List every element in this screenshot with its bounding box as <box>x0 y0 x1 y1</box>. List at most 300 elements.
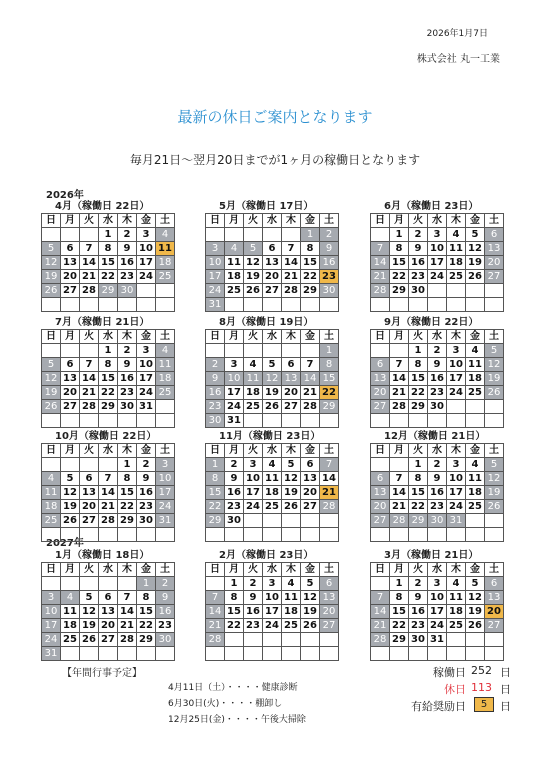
day-cell: 17 <box>206 270 225 284</box>
month-title: 4月（稼働日 22日） <box>55 201 150 212</box>
month-title: 6月（稼働日 23日） <box>384 201 479 212</box>
day-cell <box>447 400 466 414</box>
month-title: 10月（稼働日 22日） <box>55 431 157 442</box>
day-cell <box>61 228 80 242</box>
day-cell: 27 <box>485 619 504 633</box>
day-cell <box>390 647 409 661</box>
day-cell: 2 <box>156 577 175 591</box>
day-cell: 29 <box>390 284 409 298</box>
month-calendar <box>370 430 501 542</box>
day-cell: 19 <box>80 619 99 633</box>
day-cell: 20 <box>371 386 390 400</box>
day-cell <box>282 414 301 428</box>
day-cell: 28 <box>282 284 301 298</box>
day-cell: 20 <box>80 500 99 514</box>
month-calendar <box>370 316 501 428</box>
weekday-header: 土 <box>320 444 339 458</box>
day-cell: 23 <box>225 500 244 514</box>
weekday-header: 水 <box>99 214 118 228</box>
day-cell: 25 <box>225 284 244 298</box>
day-cell: 24 <box>156 500 175 514</box>
day-cell: 22 <box>225 619 244 633</box>
day-cell <box>485 647 504 661</box>
day-cell: 23 <box>320 270 339 284</box>
weekday-header: 月 <box>390 563 409 577</box>
day-cell: 2 <box>244 577 263 591</box>
day-cell: 21 <box>371 270 390 284</box>
day-cell: 30 <box>206 414 225 428</box>
day-cell <box>225 344 244 358</box>
day-cell: 3 <box>428 228 447 242</box>
day-cell <box>301 647 320 661</box>
weekday-header: 月 <box>225 563 244 577</box>
weekday-header: 金 <box>301 214 320 228</box>
day-cell: 20 <box>263 270 282 284</box>
day-cell: 8 <box>409 472 428 486</box>
day-cell: 6 <box>485 228 504 242</box>
day-cell <box>99 458 118 472</box>
day-cell <box>244 514 263 528</box>
day-cell: 16 <box>320 256 339 270</box>
day-cell <box>282 228 301 242</box>
day-cell: 3 <box>428 577 447 591</box>
day-cell: 28 <box>80 400 99 414</box>
day-cell: 24 <box>137 386 156 400</box>
day-cell: 11 <box>447 591 466 605</box>
day-cell: 29 <box>99 400 118 414</box>
day-cell: 7 <box>390 472 409 486</box>
day-cell <box>99 298 118 312</box>
day-cell <box>371 577 390 591</box>
day-cell: 25 <box>447 270 466 284</box>
month-title: 5月（稼働日 17日） <box>219 201 314 212</box>
weekday-header: 月 <box>225 330 244 344</box>
day-cell <box>42 528 61 542</box>
day-cell: 24 <box>428 619 447 633</box>
day-cell <box>371 298 390 312</box>
day-cell: 29 <box>137 633 156 647</box>
day-cell <box>99 577 118 591</box>
day-cell <box>80 647 99 661</box>
weekday-header: 土 <box>156 563 175 577</box>
weekday-header: 木 <box>118 563 137 577</box>
day-cell: 12 <box>282 472 301 486</box>
month-title: 1月（稼働日 18日） <box>55 550 150 561</box>
day-cell: 17 <box>244 486 263 500</box>
day-cell: 20 <box>99 619 118 633</box>
day-cell: 12 <box>263 372 282 386</box>
day-cell: 22 <box>99 270 118 284</box>
day-cell: 4 <box>61 591 80 605</box>
day-cell: 21 <box>80 386 99 400</box>
weekday-header: 木 <box>447 214 466 228</box>
day-cell: 18 <box>263 486 282 500</box>
day-cell <box>409 298 428 312</box>
day-cell <box>137 528 156 542</box>
day-cell: 29 <box>409 400 428 414</box>
month-calendar <box>41 549 172 661</box>
day-cell: 28 <box>206 633 225 647</box>
day-cell: 27 <box>371 400 390 414</box>
day-cell <box>320 633 339 647</box>
day-cell: 31 <box>156 514 175 528</box>
weekday-header: 火 <box>244 330 263 344</box>
day-cell: 28 <box>390 514 409 528</box>
weekday-header: 土 <box>485 444 504 458</box>
weekday-header: 土 <box>156 214 175 228</box>
day-cell <box>466 414 485 428</box>
day-cell <box>118 414 137 428</box>
day-cell: 12 <box>42 256 61 270</box>
weekday-header: 日 <box>371 444 390 458</box>
month-calendar <box>41 200 172 312</box>
day-cell: 11 <box>61 605 80 619</box>
weekday-header: 月 <box>61 444 80 458</box>
day-cell <box>137 647 156 661</box>
day-cell <box>466 633 485 647</box>
weekday-header: 金 <box>137 444 156 458</box>
weekday-header: 火 <box>409 330 428 344</box>
day-cell <box>320 298 339 312</box>
month-calendar <box>205 549 336 661</box>
day-cell: 18 <box>466 372 485 386</box>
event-item: 4月11日（土）・・・・健康診断 <box>168 683 298 693</box>
day-cell: 8 <box>225 591 244 605</box>
day-cell <box>466 514 485 528</box>
day-cell: 19 <box>42 386 61 400</box>
day-cell: 6 <box>371 358 390 372</box>
day-cell: 4 <box>156 228 175 242</box>
day-cell: 27 <box>263 284 282 298</box>
day-cell: 27 <box>61 284 80 298</box>
day-cell: 13 <box>99 605 118 619</box>
day-cell: 25 <box>263 500 282 514</box>
day-cell <box>263 514 282 528</box>
month-title: 2月（稼働日 23日） <box>219 550 314 561</box>
day-cell: 19 <box>263 386 282 400</box>
day-cell: 28 <box>301 400 320 414</box>
day-cell: 25 <box>156 386 175 400</box>
day-cell: 10 <box>244 472 263 486</box>
day-cell <box>301 344 320 358</box>
paid-leave-value: 5 <box>474 697 494 712</box>
day-cell: 10 <box>137 242 156 256</box>
day-cell: 14 <box>99 486 118 500</box>
day-cell <box>99 414 118 428</box>
day-cell: 8 <box>137 591 156 605</box>
day-cell: 9 <box>118 358 137 372</box>
day-cell: 18 <box>447 256 466 270</box>
day-cell: 13 <box>485 242 504 256</box>
day-cell: 15 <box>225 605 244 619</box>
day-cell: 9 <box>156 591 175 605</box>
day-cell: 12 <box>466 242 485 256</box>
day-cell: 18 <box>244 386 263 400</box>
day-cell: 21 <box>390 500 409 514</box>
day-cell: 4 <box>466 458 485 472</box>
day-cell: 26 <box>466 619 485 633</box>
day-cell: 25 <box>447 619 466 633</box>
weekday-header: 土 <box>320 330 339 344</box>
day-cell <box>371 647 390 661</box>
day-cell: 22 <box>118 500 137 514</box>
month-grid <box>205 329 339 428</box>
day-cell: 3 <box>137 344 156 358</box>
day-cell: 5 <box>244 242 263 256</box>
day-cell: 31 <box>447 514 466 528</box>
weekday-header: 土 <box>485 214 504 228</box>
day-cell <box>206 228 225 242</box>
day-cell: 20 <box>485 256 504 270</box>
day-cell <box>156 298 175 312</box>
day-cell <box>206 344 225 358</box>
day-cell <box>137 298 156 312</box>
day-cell <box>263 344 282 358</box>
day-cell: 18 <box>447 605 466 619</box>
weekday-header: 日 <box>206 214 225 228</box>
day-cell: 17 <box>137 372 156 386</box>
day-cell <box>263 228 282 242</box>
day-cell <box>466 400 485 414</box>
weekday-header: 土 <box>485 563 504 577</box>
day-cell: 10 <box>447 472 466 486</box>
month-grid <box>41 443 175 542</box>
day-cell: 5 <box>466 228 485 242</box>
weekday-header: 火 <box>80 444 99 458</box>
day-cell <box>301 298 320 312</box>
day-cell: 6 <box>485 577 504 591</box>
weekday-header: 日 <box>42 330 61 344</box>
day-cell: 2 <box>428 344 447 358</box>
day-cell: 30 <box>118 284 137 298</box>
day-cell: 24 <box>447 386 466 400</box>
day-cell: 2 <box>409 228 428 242</box>
day-cell <box>244 298 263 312</box>
day-cell <box>61 414 80 428</box>
day-cell <box>263 647 282 661</box>
day-cell: 28 <box>99 514 118 528</box>
day-cell: 20 <box>485 605 504 619</box>
day-cell: 30 <box>225 514 244 528</box>
weekday-header: 水 <box>263 563 282 577</box>
weekday-header: 木 <box>447 563 466 577</box>
day-cell: 13 <box>371 486 390 500</box>
day-cell: 9 <box>409 242 428 256</box>
weekday-header: 日 <box>206 444 225 458</box>
day-cell: 3 <box>263 577 282 591</box>
day-cell: 27 <box>320 619 339 633</box>
weekday-header: 木 <box>282 563 301 577</box>
weekday-header: 日 <box>206 563 225 577</box>
day-cell <box>485 284 504 298</box>
day-cell: 4 <box>244 358 263 372</box>
day-cell <box>61 458 80 472</box>
day-cell: 6 <box>371 472 390 486</box>
day-cell: 15 <box>118 486 137 500</box>
day-cell: 7 <box>80 358 99 372</box>
weekday-header: 月 <box>225 444 244 458</box>
issue-date: 2026年1月7日 <box>426 29 488 39</box>
day-cell <box>409 528 428 542</box>
day-cell <box>156 284 175 298</box>
day-cell: 25 <box>42 514 61 528</box>
day-cell: 9 <box>244 591 263 605</box>
day-cell <box>409 647 428 661</box>
day-cell: 31 <box>225 414 244 428</box>
weekday-header: 火 <box>80 214 99 228</box>
day-cell: 17 <box>156 486 175 500</box>
day-cell: 5 <box>485 458 504 472</box>
day-cell: 6 <box>80 472 99 486</box>
day-cell: 15 <box>409 372 428 386</box>
weekday-header: 日 <box>206 330 225 344</box>
day-cell: 13 <box>282 372 301 386</box>
day-cell <box>137 284 156 298</box>
day-cell: 19 <box>485 486 504 500</box>
day-cell <box>156 528 175 542</box>
day-cell <box>409 414 428 428</box>
day-cell: 10 <box>156 472 175 486</box>
month-grid <box>205 213 339 312</box>
day-cell: 26 <box>485 386 504 400</box>
day-cell: 28 <box>320 500 339 514</box>
day-cell: 29 <box>390 633 409 647</box>
day-cell: 26 <box>244 284 263 298</box>
day-cell <box>225 633 244 647</box>
day-cell: 12 <box>244 256 263 270</box>
day-cell: 24 <box>263 619 282 633</box>
day-cell <box>263 633 282 647</box>
day-cell: 17 <box>447 486 466 500</box>
day-cell: 21 <box>206 619 225 633</box>
day-cell: 24 <box>447 500 466 514</box>
day-cell: 1 <box>390 577 409 591</box>
day-cell: 7 <box>80 242 99 256</box>
day-cell: 27 <box>99 633 118 647</box>
day-cell: 21 <box>301 386 320 400</box>
weekday-header: 金 <box>466 563 485 577</box>
day-cell <box>244 633 263 647</box>
weekday-header: 火 <box>80 330 99 344</box>
day-cell: 19 <box>466 256 485 270</box>
day-cell <box>301 514 320 528</box>
day-cell: 8 <box>390 242 409 256</box>
day-cell: 15 <box>99 256 118 270</box>
month-calendar <box>41 430 172 542</box>
day-cell: 16 <box>428 486 447 500</box>
day-cell: 23 <box>118 270 137 284</box>
day-cell: 5 <box>263 358 282 372</box>
day-cell <box>225 528 244 542</box>
day-cell <box>371 344 390 358</box>
weekday-header: 水 <box>263 444 282 458</box>
day-cell: 7 <box>118 591 137 605</box>
day-cell: 5 <box>466 577 485 591</box>
day-cell: 13 <box>61 256 80 270</box>
day-cell <box>206 647 225 661</box>
month-title: 12月（稼働日 21日） <box>384 431 486 442</box>
month-calendar <box>205 316 336 428</box>
day-cell: 22 <box>320 386 339 400</box>
day-cell: 18 <box>282 605 301 619</box>
day-cell: 20 <box>61 270 80 284</box>
day-cell: 8 <box>301 242 320 256</box>
day-cell: 23 <box>428 500 447 514</box>
day-cell: 27 <box>61 400 80 414</box>
day-cell: 12 <box>80 605 99 619</box>
day-cell: 17 <box>447 372 466 386</box>
day-cell: 11 <box>466 358 485 372</box>
weekday-header: 日 <box>42 214 61 228</box>
day-cell <box>156 414 175 428</box>
day-cell: 5 <box>61 472 80 486</box>
day-cell <box>42 414 61 428</box>
day-cell: 23 <box>206 400 225 414</box>
day-cell: 17 <box>428 605 447 619</box>
day-cell: 9 <box>225 472 244 486</box>
day-cell: 28 <box>118 633 137 647</box>
day-cell: 26 <box>485 500 504 514</box>
day-cell: 3 <box>156 458 175 472</box>
work-days-unit: 日 <box>500 666 511 679</box>
day-cell: 19 <box>301 605 320 619</box>
weekday-header: 木 <box>118 444 137 458</box>
day-cell: 8 <box>206 472 225 486</box>
day-cell: 30 <box>118 400 137 414</box>
day-cell: 8 <box>118 472 137 486</box>
weekday-header: 土 <box>156 444 175 458</box>
day-cell: 5 <box>42 358 61 372</box>
day-cell: 11 <box>156 358 175 372</box>
weekday-header: 月 <box>61 330 80 344</box>
month-title: 7月（稼働日 21日） <box>55 317 150 328</box>
day-cell: 27 <box>371 514 390 528</box>
day-cell: 9 <box>118 242 137 256</box>
day-cell <box>301 528 320 542</box>
day-cell: 4 <box>466 344 485 358</box>
day-cell <box>428 414 447 428</box>
weekday-header: 土 <box>320 214 339 228</box>
month-grid <box>370 562 504 661</box>
day-cell: 16 <box>244 605 263 619</box>
weekday-header: 日 <box>371 330 390 344</box>
day-cell: 15 <box>99 372 118 386</box>
day-cell: 19 <box>485 372 504 386</box>
day-cell: 21 <box>320 486 339 500</box>
day-cell: 28 <box>80 284 99 298</box>
day-cell <box>485 514 504 528</box>
day-cell <box>244 647 263 661</box>
weekday-header: 水 <box>99 330 118 344</box>
day-cell: 26 <box>466 270 485 284</box>
day-cell: 20 <box>282 386 301 400</box>
day-cell <box>225 298 244 312</box>
day-cell: 24 <box>42 633 61 647</box>
day-cell: 19 <box>466 605 485 619</box>
day-cell: 16 <box>409 605 428 619</box>
day-cell: 24 <box>244 500 263 514</box>
day-cell: 16 <box>156 605 175 619</box>
day-cell: 5 <box>42 242 61 256</box>
day-cell: 2 <box>428 458 447 472</box>
day-cell <box>428 647 447 661</box>
day-cell: 20 <box>61 386 80 400</box>
day-cell <box>371 458 390 472</box>
day-cell: 19 <box>282 486 301 500</box>
day-cell: 16 <box>206 386 225 400</box>
weekday-header: 日 <box>371 563 390 577</box>
day-cell: 18 <box>156 256 175 270</box>
